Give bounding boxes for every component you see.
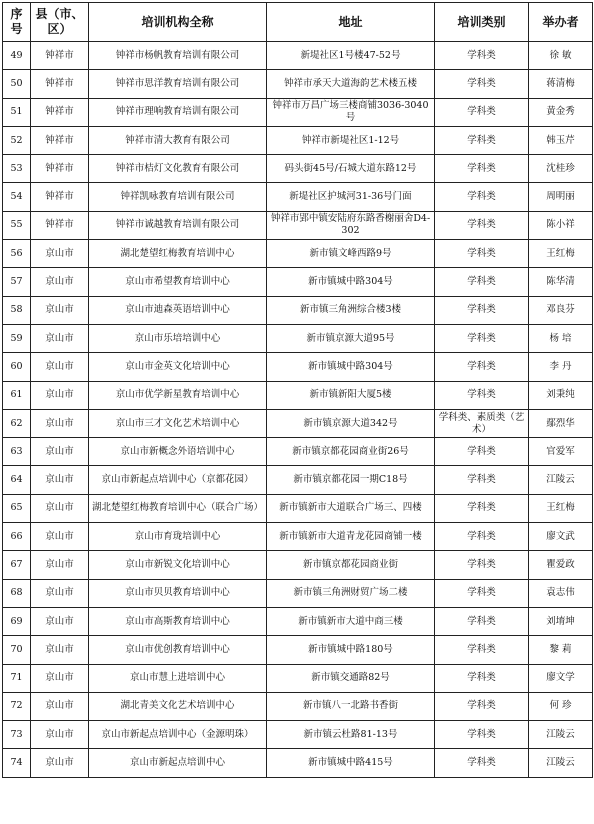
cell-county: 钟祥市 xyxy=(31,211,89,239)
cell-index: 74 xyxy=(3,749,31,777)
cell-address: 新市镇京都花园商业街 xyxy=(267,551,435,579)
cell-county: 京山市 xyxy=(31,749,89,777)
cell-address: 钟祥市郢中镇安陆府东路香榭丽舍D4-302 xyxy=(267,211,435,239)
cell-county: 京山市 xyxy=(31,438,89,466)
cell-organizer: 陈小祥 xyxy=(529,211,593,239)
cell-institution: 京山市优学新星教育培训中心 xyxy=(89,381,267,409)
cell-address: 码头街45号/石城大道东路12号 xyxy=(267,155,435,183)
cell-organizer: 袁志伟 xyxy=(529,579,593,607)
cell-category: 学科类 xyxy=(435,664,529,692)
cell-county: 京山市 xyxy=(31,409,89,437)
cell-address: 新堤社区护城河31-36号门面 xyxy=(267,183,435,211)
cell-index: 62 xyxy=(3,409,31,437)
cell-county: 京山市 xyxy=(31,381,89,409)
cell-address: 新市镇京源大道342号 xyxy=(267,409,435,437)
cell-organizer: 杨 培 xyxy=(529,324,593,352)
cell-index: 61 xyxy=(3,381,31,409)
cell-address: 新市镇新市大道青龙花园商铺一楼 xyxy=(267,523,435,551)
cell-institution: 钟祥凯咏教育培训有限公司 xyxy=(89,183,267,211)
cell-institution: 钟祥市诚越教育培训有限公司 xyxy=(89,211,267,239)
cell-category: 学科类 xyxy=(435,70,529,98)
cell-county: 钟祥市 xyxy=(31,155,89,183)
table-row xyxy=(3,240,593,268)
cell-institution: 京山市贝贝教育培训中心 xyxy=(89,579,267,607)
cell-organizer: 邓良芬 xyxy=(529,296,593,324)
cell-institution: 京山市乐培培训中心 xyxy=(89,324,267,352)
table-row xyxy=(3,579,593,607)
cell-county: 钟祥市 xyxy=(31,70,89,98)
cell-institution: 湖北青美文化艺术培训中心 xyxy=(89,692,267,720)
table-row xyxy=(3,126,593,154)
cell-category: 学科类 xyxy=(435,494,529,522)
cell-index: 71 xyxy=(3,664,31,692)
cell-institution: 京山市新概念外语培训中心 xyxy=(89,438,267,466)
cell-institution: 京山市迪森英语培训中心 xyxy=(89,296,267,324)
cell-index: 68 xyxy=(3,579,31,607)
cell-index: 70 xyxy=(3,636,31,664)
cell-organizer: 刘秉纯 xyxy=(529,381,593,409)
institutions-table xyxy=(2,2,593,778)
cell-organizer: 黎 莉 xyxy=(529,636,593,664)
cell-organizer: 官爱军 xyxy=(529,438,593,466)
cell-index: 54 xyxy=(3,183,31,211)
cell-address: 新堤社区1号楼47-52号 xyxy=(267,42,435,70)
cell-county: 京山市 xyxy=(31,721,89,749)
table-row xyxy=(3,70,593,98)
cell-county: 京山市 xyxy=(31,268,89,296)
cell-organizer: 江陵云 xyxy=(529,721,593,749)
cell-address: 新市镇城中路180号 xyxy=(267,636,435,664)
cell-county: 京山市 xyxy=(31,579,89,607)
cell-address: 新市镇文峰西路9号 xyxy=(267,240,435,268)
cell-category: 学科类 xyxy=(435,607,529,635)
cell-category: 学科类 xyxy=(435,466,529,494)
table-row xyxy=(3,155,593,183)
cell-category: 学科类 xyxy=(435,126,529,154)
cell-county: 钟祥市 xyxy=(31,126,89,154)
cell-county: 京山市 xyxy=(31,353,89,381)
cell-category: 学科类 xyxy=(435,42,529,70)
cell-index: 67 xyxy=(3,551,31,579)
cell-address: 新市镇新市大道联合广场三、四楼 xyxy=(267,494,435,522)
cell-category: 学科类 xyxy=(435,523,529,551)
table-row xyxy=(3,551,593,579)
cell-index: 58 xyxy=(3,296,31,324)
cell-address: 新市镇城中路415号 xyxy=(267,749,435,777)
cell-county: 钟祥市 xyxy=(31,183,89,211)
table-row xyxy=(3,466,593,494)
cell-organizer: 周明丽 xyxy=(529,183,593,211)
table-row xyxy=(3,523,593,551)
cell-index: 57 xyxy=(3,268,31,296)
cell-category: 学科类 xyxy=(435,296,529,324)
header-category: 培训类别 xyxy=(435,3,529,42)
cell-index: 63 xyxy=(3,438,31,466)
cell-category: 学科类 xyxy=(435,438,529,466)
cell-organizer: 陈华清 xyxy=(529,268,593,296)
cell-organizer: 鄢烈华 xyxy=(529,409,593,437)
table-row xyxy=(3,353,593,381)
cell-organizer: 黄金秀 xyxy=(529,98,593,126)
cell-institution: 钟祥市理响教育培训有限公司 xyxy=(89,98,267,126)
cell-category: 学科类 xyxy=(435,268,529,296)
cell-category: 学科类、素质类（艺术） xyxy=(435,409,529,437)
cell-institution: 京山市希望教育培训中心 xyxy=(89,268,267,296)
cell-category: 学科类 xyxy=(435,240,529,268)
cell-category: 学科类 xyxy=(435,381,529,409)
cell-index: 51 xyxy=(3,98,31,126)
table-row xyxy=(3,721,593,749)
cell-county: 京山市 xyxy=(31,523,89,551)
cell-category: 学科类 xyxy=(435,183,529,211)
table-row xyxy=(3,692,593,720)
table-row xyxy=(3,381,593,409)
table-row xyxy=(3,42,593,70)
cell-category: 学科类 xyxy=(435,721,529,749)
cell-institution: 京山市新起点培训中心 xyxy=(89,749,267,777)
cell-category: 学科类 xyxy=(435,551,529,579)
cell-county: 京山市 xyxy=(31,692,89,720)
cell-category: 学科类 xyxy=(435,692,529,720)
cell-organizer: 江陵云 xyxy=(529,466,593,494)
cell-institution: 钟祥市清大教育有限公司 xyxy=(89,126,267,154)
cell-organizer: 廖文学 xyxy=(529,664,593,692)
cell-index: 64 xyxy=(3,466,31,494)
cell-county: 京山市 xyxy=(31,551,89,579)
cell-institution: 京山市新起点培训中心（金源明珠） xyxy=(89,721,267,749)
cell-organizer: 廖文武 xyxy=(529,523,593,551)
cell-category: 学科类 xyxy=(435,155,529,183)
cell-index: 55 xyxy=(3,211,31,239)
table-row xyxy=(3,98,593,126)
cell-organizer: 江陵云 xyxy=(529,749,593,777)
cell-county: 京山市 xyxy=(31,466,89,494)
cell-address: 新市镇云杜路81-13号 xyxy=(267,721,435,749)
table-row xyxy=(3,664,593,692)
cell-organizer: 韩玉芹 xyxy=(529,126,593,154)
cell-institution: 京山市新起点培训中心（京都花园） xyxy=(89,466,267,494)
cell-county: 京山市 xyxy=(31,636,89,664)
header-index: 序号 xyxy=(3,3,31,42)
cell-county: 京山市 xyxy=(31,607,89,635)
table-row xyxy=(3,409,593,437)
cell-index: 60 xyxy=(3,353,31,381)
table-row xyxy=(3,607,593,635)
cell-institution: 钟祥市桔灯文化教育有限公司 xyxy=(89,155,267,183)
cell-institution: 湖北楚望红梅教育培训中心（联合广场） xyxy=(89,494,267,522)
header-institution: 培训机构全称 xyxy=(89,3,267,42)
cell-institution: 京山市三才文化艺术培训中心 xyxy=(89,409,267,437)
cell-address: 新市镇城中路304号 xyxy=(267,353,435,381)
table-row xyxy=(3,183,593,211)
table-row xyxy=(3,749,593,777)
table-row xyxy=(3,268,593,296)
cell-category: 学科类 xyxy=(435,579,529,607)
cell-institution: 京山市优创教育培训中心 xyxy=(89,636,267,664)
cell-institution: 钟祥市杨帆教育培训有限公司 xyxy=(89,42,267,70)
cell-address: 钟祥市万昌广场三楼商铺3036-3040号 xyxy=(267,98,435,126)
cell-address: 新市镇三角洲综合楼3楼 xyxy=(267,296,435,324)
cell-index: 59 xyxy=(3,324,31,352)
cell-index: 65 xyxy=(3,494,31,522)
table-row xyxy=(3,636,593,664)
cell-address: 钟祥市新堤社区1-12号 xyxy=(267,126,435,154)
cell-county: 京山市 xyxy=(31,324,89,352)
cell-index: 56 xyxy=(3,240,31,268)
cell-address: 新市镇交通路82号 xyxy=(267,664,435,692)
cell-address: 新市镇八一北路书香街 xyxy=(267,692,435,720)
cell-institution: 钟祥市思洋教育培训有限公司 xyxy=(89,70,267,98)
cell-address: 新市镇京都花园一期C18号 xyxy=(267,466,435,494)
cell-address: 新市镇京都花园商业街26号 xyxy=(267,438,435,466)
cell-organizer: 徐 敏 xyxy=(529,42,593,70)
cell-organizer: 刘堉坤 xyxy=(529,607,593,635)
cell-address: 新市镇京源大道95号 xyxy=(267,324,435,352)
header-row xyxy=(3,3,593,42)
cell-institution: 京山市新锐文化培训中心 xyxy=(89,551,267,579)
table-row xyxy=(3,324,593,352)
cell-category: 学科类 xyxy=(435,98,529,126)
cell-institution: 京山市金英文化培训中心 xyxy=(89,353,267,381)
cell-index: 49 xyxy=(3,42,31,70)
cell-address: 钟祥市承天大道海韵艺术楼五楼 xyxy=(267,70,435,98)
cell-category: 学科类 xyxy=(435,636,529,664)
cell-index: 52 xyxy=(3,126,31,154)
cell-index: 66 xyxy=(3,523,31,551)
cell-county: 钟祥市 xyxy=(31,98,89,126)
cell-category: 学科类 xyxy=(435,353,529,381)
header-county: 县（市、区） xyxy=(31,3,89,42)
cell-index: 73 xyxy=(3,721,31,749)
cell-address: 新市镇新阳大厦5楼 xyxy=(267,381,435,409)
cell-category: 学科类 xyxy=(435,211,529,239)
cell-organizer: 王红梅 xyxy=(529,494,593,522)
cell-index: 72 xyxy=(3,692,31,720)
cell-organizer: 蒋清梅 xyxy=(529,70,593,98)
cell-county: 钟祥市 xyxy=(31,42,89,70)
cell-organizer: 何 珍 xyxy=(529,692,593,720)
cell-institution: 京山市育珑培训中心 xyxy=(89,523,267,551)
cell-index: 69 xyxy=(3,607,31,635)
cell-institution: 湖北楚望红梅教育培训中心 xyxy=(89,240,267,268)
table-row xyxy=(3,211,593,239)
cell-county: 京山市 xyxy=(31,296,89,324)
cell-organizer: 沈桂珍 xyxy=(529,155,593,183)
header-organizer: 举办者 xyxy=(529,3,593,42)
table-body xyxy=(3,42,593,778)
cell-address: 新市镇新市大道中商三楼 xyxy=(267,607,435,635)
cell-institution: 京山市慧上进培训中心 xyxy=(89,664,267,692)
cell-index: 53 xyxy=(3,155,31,183)
cell-address: 新市镇三角洲财贸广场二楼 xyxy=(267,579,435,607)
header-address: 地址 xyxy=(267,3,435,42)
table-row xyxy=(3,438,593,466)
cell-address: 新市镇城中路304号 xyxy=(267,268,435,296)
cell-category: 学科类 xyxy=(435,749,529,777)
cell-county: 京山市 xyxy=(31,494,89,522)
cell-organizer: 李 丹 xyxy=(529,353,593,381)
cell-county: 京山市 xyxy=(31,664,89,692)
table-row xyxy=(3,296,593,324)
cell-index: 50 xyxy=(3,70,31,98)
cell-institution: 京山市高斯教育培训中心 xyxy=(89,607,267,635)
cell-organizer: 瞿爱政 xyxy=(529,551,593,579)
cell-county: 京山市 xyxy=(31,240,89,268)
cell-organizer: 王红梅 xyxy=(529,240,593,268)
table-row xyxy=(3,494,593,522)
cell-category: 学科类 xyxy=(435,324,529,352)
